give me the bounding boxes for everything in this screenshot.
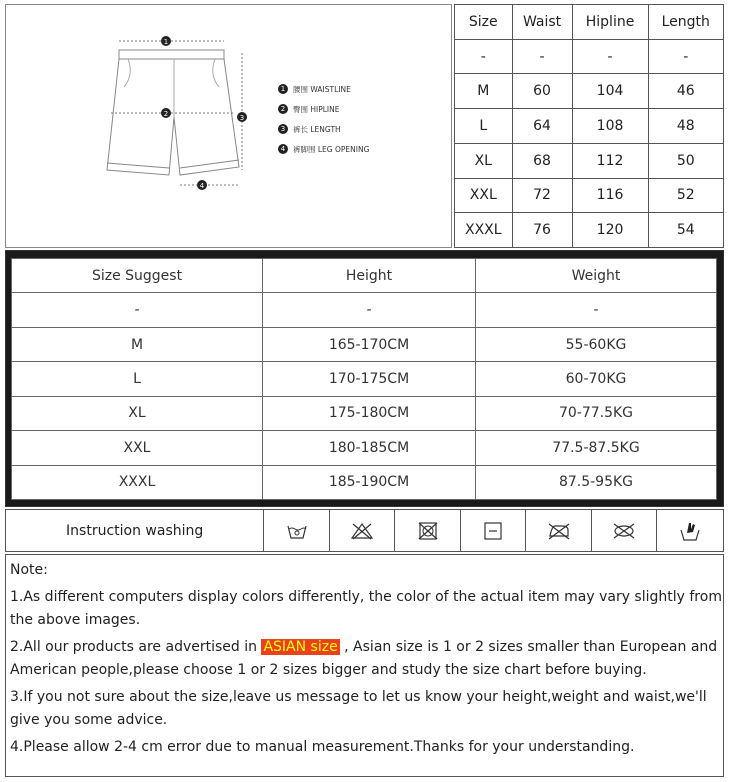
shorts-outline <box>6 5 453 249</box>
table-cell: 48 <box>648 109 724 144</box>
legend-text: 腰围 WAISTLINE <box>293 84 351 94</box>
table-row <box>455 39 724 74</box>
table-cell: - <box>476 293 717 327</box>
hand-wash-only-icon <box>657 510 723 551</box>
legend-item <box>278 139 369 159</box>
header-cell: Size <box>455 5 513 40</box>
table-cell: 60 <box>512 74 572 109</box>
header-cell: Waist <box>512 5 572 40</box>
table-row <box>12 465 717 499</box>
size-suggest-table <box>11 258 717 500</box>
legend-text: 臀围 HIPLINE <box>293 104 340 114</box>
do-not-iron-icon <box>526 510 592 551</box>
table-cell: - <box>512 39 572 74</box>
table-cell: 108 <box>572 109 648 144</box>
note-2 <box>10 636 723 660</box>
table-cell: 60-70KG <box>476 362 717 396</box>
table-cell: L <box>455 109 513 144</box>
legend-text: 裤长 LENGTH <box>293 124 341 134</box>
table-cell: 170-175CM <box>263 362 476 396</box>
table-cell: 165-170CM <box>263 327 476 361</box>
header-cell: Hipline <box>572 5 648 40</box>
header-cell: Length <box>648 5 724 40</box>
measurement-table <box>454 4 724 248</box>
table-cell: 70-77.5KG <box>476 396 717 430</box>
table-cell: L <box>12 362 263 396</box>
table-cell: 87.5-95KG <box>476 465 717 499</box>
table-row <box>455 74 724 109</box>
table-row <box>12 396 717 430</box>
washing-instructions <box>5 509 724 552</box>
notes-title: Note: <box>10 562 48 578</box>
note-3: 3.If you not sure about the size,leave us message to let us know your height,weight and waist,we'll give you some advice. <box>10 688 707 728</box>
callout-3: 3 <box>239 114 245 122</box>
note-2-line-2: American people,please choose 1 or 2 sizes bigger and study the size chart before buying. <box>10 662 647 678</box>
callout-1: 1 <box>163 38 169 46</box>
table-cell: 180-185CM <box>263 431 476 465</box>
legend-text: 裤脚围 LEG OPENING <box>293 144 370 154</box>
washing-label: Instruction washing <box>6 510 264 551</box>
table-row <box>12 362 717 396</box>
table-cell: XL <box>12 396 263 430</box>
table-cell: XXL <box>12 431 263 465</box>
table-cell: 55-60KG <box>476 327 717 361</box>
table-cell: 46 <box>648 74 724 109</box>
table-cell: 64 <box>512 109 572 144</box>
note-2-text: 2.All our products are advertised in <box>10 638 262 655</box>
legend-number: 4 <box>278 144 288 154</box>
table-cell: 68 <box>512 143 572 178</box>
table-cell: - <box>455 39 513 74</box>
table-cell: XXL <box>455 178 513 213</box>
table-cell: 77.5-87.5KG <box>476 431 717 465</box>
table-cell: - <box>648 39 724 74</box>
legend-number: 2 <box>278 104 288 114</box>
callout-4: 4 <box>199 182 205 190</box>
table-cell: - <box>263 293 476 327</box>
table-cell: 76 <box>512 213 572 248</box>
legend-item <box>278 79 369 99</box>
table-cell: 104 <box>572 74 648 109</box>
do-not-bleach-icon <box>330 510 396 551</box>
note-2-text-cont: , Asian size is 1 or 2 sizes smaller than European and <box>339 638 718 655</box>
table-row <box>455 143 724 178</box>
legend-item <box>278 119 369 139</box>
header-cell: Height <box>263 259 476 293</box>
table-header-row <box>455 5 724 40</box>
table-header-row <box>12 259 717 293</box>
table-cell: - <box>572 39 648 74</box>
table-cell: M <box>455 74 513 109</box>
note-1: 1.As different computers display colors differently, the color of the actual item may vary slightly from the above images. <box>10 588 722 628</box>
shorts-diagram <box>5 4 452 248</box>
table-row <box>12 327 717 361</box>
table-row <box>455 109 724 144</box>
table-cell: - <box>12 293 263 327</box>
table-cell: 120 <box>572 213 648 248</box>
do-not-tumble-dry-icon <box>395 510 461 551</box>
table-cell: 54 <box>648 213 724 248</box>
table-cell: 116 <box>572 178 648 213</box>
header-cell: Weight <box>476 259 717 293</box>
legend-item <box>278 99 369 119</box>
diagram-legend <box>278 79 369 159</box>
dry-flat-icon <box>461 510 527 551</box>
table-row <box>455 213 724 248</box>
header-cell: Size Suggest <box>12 259 263 293</box>
table-row <box>12 293 717 327</box>
table-cell: 50 <box>648 143 724 178</box>
table-cell: XL <box>455 143 513 178</box>
table-cell: 185-190CM <box>263 465 476 499</box>
asian-size-highlight: ASIAN size <box>263 638 338 655</box>
table-cell: 72 <box>512 178 572 213</box>
legend-number: 1 <box>278 84 288 94</box>
note-4: 4.Please allow 2-4 cm error due to manual measurement.Thanks for your understanding. <box>10 738 635 755</box>
callout-2: 2 <box>163 110 169 118</box>
do-not-dry-clean-icon <box>592 510 658 551</box>
table-cell: XXXL <box>12 465 263 499</box>
table-cell: 112 <box>572 143 648 178</box>
table-cell: XXXL <box>455 213 513 248</box>
table-cell: 52 <box>648 178 724 213</box>
table-cell: 175-180CM <box>263 396 476 430</box>
legend-number: 3 <box>278 124 288 134</box>
notes-section <box>5 554 724 777</box>
hand-wash-icon <box>264 510 330 551</box>
table-row <box>12 431 717 465</box>
table-row <box>455 178 724 213</box>
table-cell: M <box>12 327 263 361</box>
